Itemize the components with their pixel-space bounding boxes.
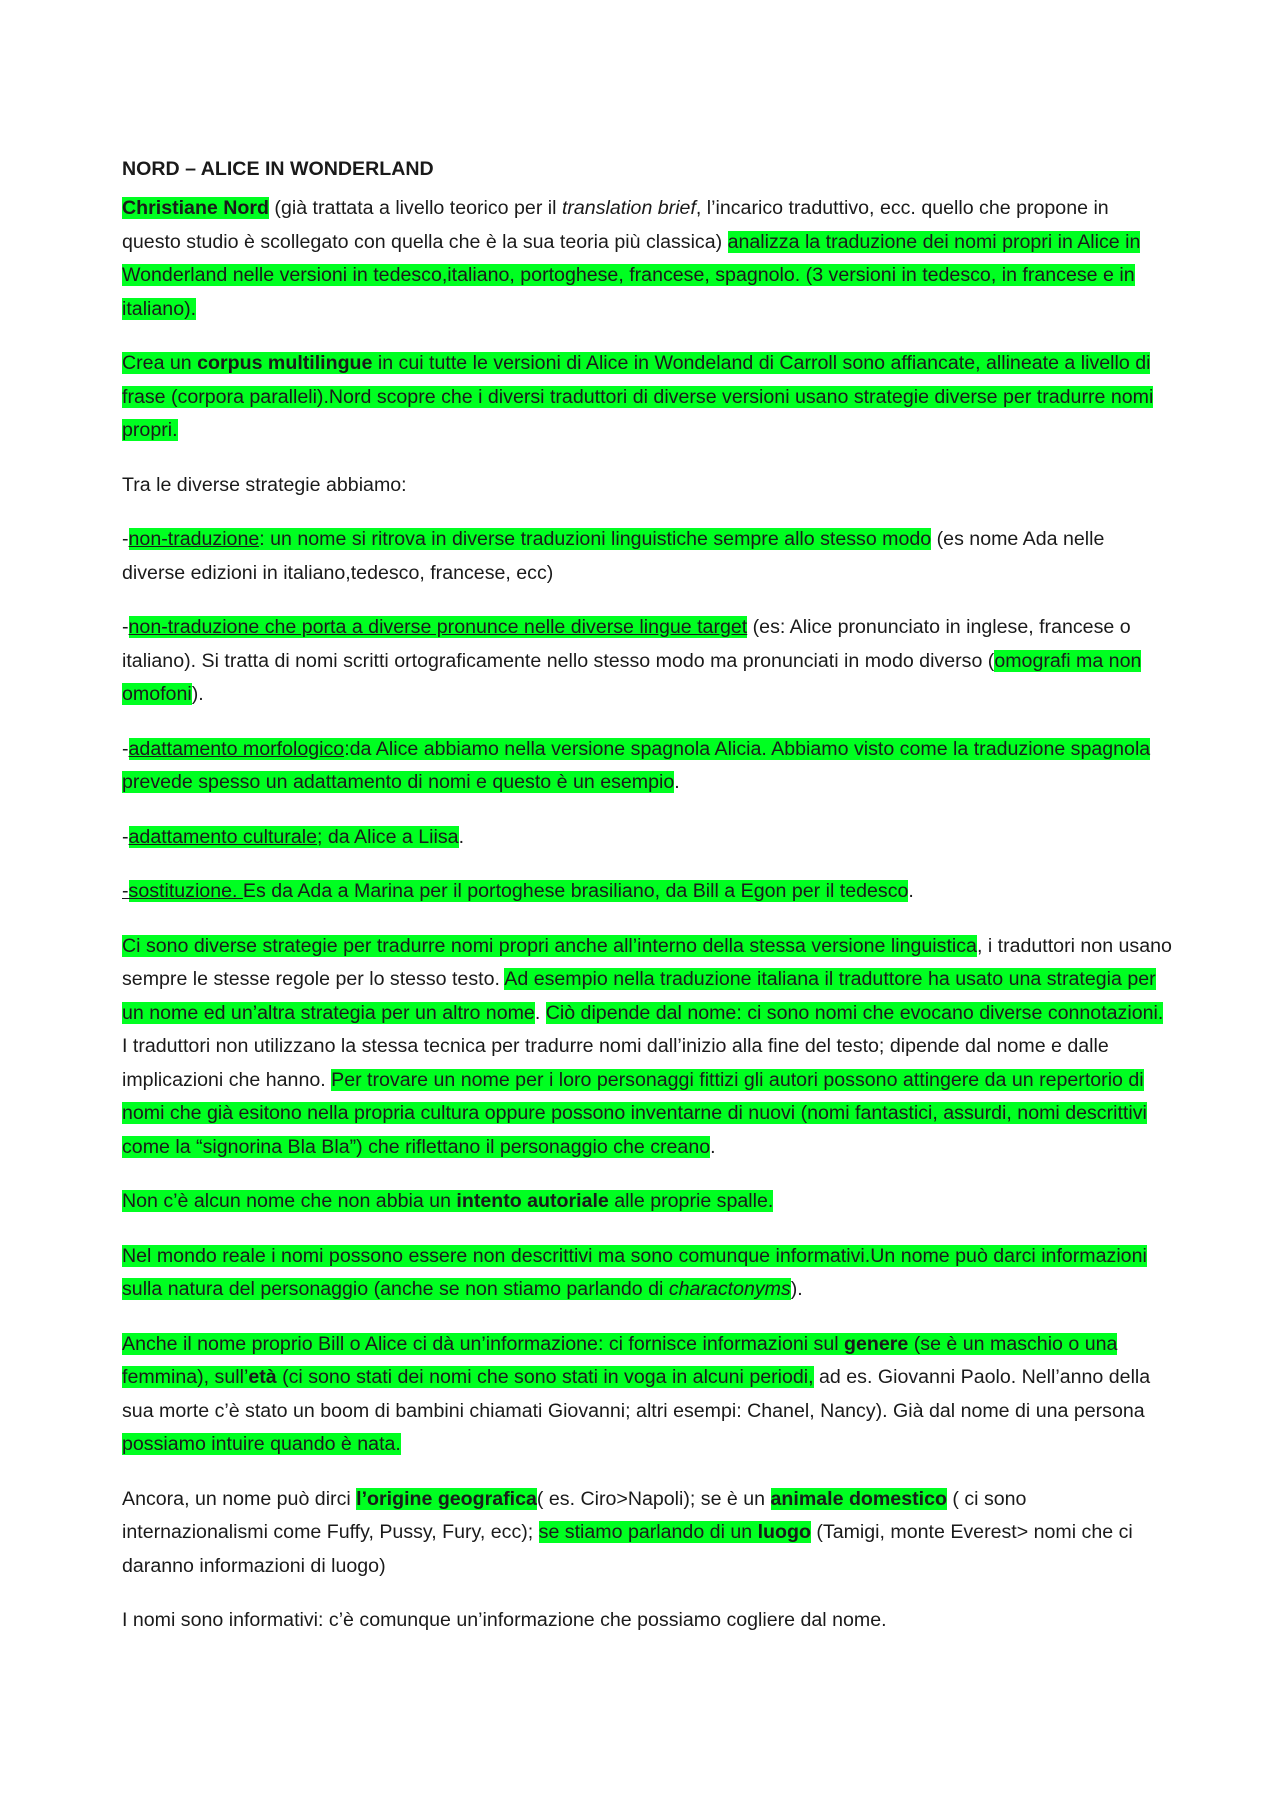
text-run: I traduttori non utilizzano la stessa tecnica per tradurre nomi dall’inizio alla fine del testo; dipende dal nome e dalle implicazioni che hanno. [122, 1035, 1109, 1091]
highlighted-text: genere [844, 1332, 909, 1355]
text-run: - [122, 528, 129, 550]
highlighted-text: :da Alice abbiamo nella versione spagnola Alicia. Abbiamo visto come la traduzione spagnola prevede spesso un adattamento di nomi e questo è un esempio [122, 737, 1151, 793]
text-run: ). [191, 683, 204, 705]
paragraph [122, 611, 1172, 712]
paragraph [122, 469, 1172, 503]
highlighted-text: l’origine geografica [356, 1487, 537, 1510]
paragraph [122, 1185, 1172, 1219]
text-run: - [122, 825, 129, 848]
highlighted-text: (se è un maschio o una femmina), sull’ [122, 1332, 1118, 1388]
text-run: . [458, 825, 465, 848]
text-run: , l’incarico traduttivo, ecc. quello che propone in questo studio è scollegato con quella che è la sua teoria più classica) [122, 197, 1109, 253]
text-run: . [674, 771, 680, 793]
paragraph-list [122, 192, 1172, 1638]
highlighted-text: Christiane Nord [122, 197, 269, 219]
text-run: I nomi sono informativi: c’è comunque un’informazione che possiamo cogliere dal nome. [122, 1609, 887, 1631]
highlighted-text: (ci sono stati dei nomi che sono stati in voga in alcuni periodi, [276, 1366, 814, 1388]
highlighted-text: Anche il nome proprio Bill o Alice ci dà un’informazione: ci fornisce informazioni sul [122, 1332, 845, 1355]
text-run: . [908, 880, 914, 902]
highlighted-text: Ciò dipende dal nome: ci sono nomi che evocano diverse connotazioni. [545, 1001, 1164, 1024]
highlighted-text: luogo [757, 1521, 811, 1543]
document-body [122, 154, 1172, 1659]
text-run: - [122, 616, 129, 638]
paragraph [122, 1328, 1172, 1462]
highlighted-text: Non c’è alcun nome che non abbia un [122, 1190, 457, 1212]
text-run: . [710, 1135, 716, 1158]
highlighted-text: alle proprie spalle. [608, 1190, 774, 1212]
highlighted-text: : un nome si ritrova in diverse traduzioni linguistiche sempre allo stesso modo [259, 528, 932, 550]
paragraph [122, 821, 1172, 855]
text-run: - [122, 880, 129, 902]
text-run: Tra le diverse strategie abbiamo: [122, 473, 407, 496]
text-run: (es: Alice pronunciato in inglese, francese o italiano). Si tratta di nomi scritti ortograficamente nello stesso modo ma pronunciati in modo diverso ( [122, 616, 1131, 672]
paragraph [122, 733, 1172, 800]
highlighted-text: intento autoriale [456, 1190, 609, 1212]
highlighted-text: da Alice a Liisa [322, 825, 459, 848]
highlighted-text: charactonyms [668, 1278, 791, 1300]
highlighted-text: Ci sono diverse strategie per tradurre nomi propri anche all’interno della stessa versione linguistica [122, 934, 977, 957]
text-run: , i traduttori non usano sempre le stesse regole per lo stesso testo. [122, 934, 1172, 990]
paragraph [122, 347, 1172, 448]
highlighted-text: corpus multilingue [197, 352, 373, 374]
paragraph [122, 523, 1172, 590]
text-run: (già trattata a livello teorico per il [268, 197, 562, 219]
text-run: Ancora, un nome può dirci [122, 1487, 357, 1510]
document-title: NORD – ALICE IN WONDERLAND [122, 158, 434, 180]
highlighted-text: Nel mondo reale i nomi possono essere non descrittivi ma sono comunque informativi.Un nome può darci informazioni sulla natura del personaggio (anche se non stiamo parlando di [122, 1244, 1147, 1300]
text-run: . [534, 1001, 546, 1024]
highlighted-text: animale domestico [770, 1487, 947, 1510]
paragraph [122, 1604, 1172, 1638]
highlighted-text: Es da Ada a Marina per il portoghese brasiliano, da Bill a Egon per il tedesco [242, 880, 909, 902]
text-run: (Tamigi, monte Everest> nomi che ci daranno informazioni di luogo) [122, 1521, 1133, 1577]
paragraph [122, 1240, 1172, 1307]
paragraph [122, 875, 1172, 909]
text-run: - [122, 737, 129, 760]
highlighted-text: Per trovare un nome per i loro personaggi fittizi gli autori possono attingere da un repertorio di nomi che già esitono nella propria cultura oppure possono inventarne di nuovi (nomi fantastici, assurdi, nomi descrittivi come la “signorina Bla Bla”) che riflettano il personaggio che creano [122, 1068, 1147, 1158]
highlighted-text: omografi ma non omofoni [122, 649, 1142, 705]
highlighted-text: non-traduzione [128, 528, 260, 550]
highlighted-text: in cui tutte le versioni di Alice in Wondeland di Carroll sono affiancate, allineate a livello di frase (corpora paralleli).Nord scopre che i diversi traduttori di diverse versioni usano strategie diverse per tradurre nomi propri. [122, 352, 1154, 441]
paragraph [122, 192, 1172, 326]
highlighted-text: analizza la traduzione dei nomi propri in Alice in Wonderland nelle versioni in tedesco,italiano, portoghese, francese, spagnolo. (3 versioni in tedesco, in francese e in italiano). [122, 230, 1141, 320]
paragraph [122, 930, 1172, 1165]
text-run: ( es. Ciro>Napoli); se è un [536, 1487, 771, 1510]
highlighted-text: non-traduzione che porta a diverse pronunce nelle diverse lingue target [128, 616, 748, 638]
highlighted-text: sostituzione. [128, 880, 243, 902]
highlighted-text: se stiamo parlando di un [538, 1521, 758, 1543]
text-run: (es nome Ada nelle diverse edizioni in italiano,tedesco, francese, ecc) [122, 528, 1105, 584]
text-run: ad es. Giovanni Paolo. Nell’anno della sua morte c’è stato un boom di bambini chiamati Giovanni; altri esempi: Chanel, Nancy). Già dal nome di una persona [122, 1366, 1151, 1422]
text-run: ( ci sono internazionalismi come Fuffy, Pussy, Fury, ecc); [122, 1487, 1027, 1543]
highlighted-text: possiamo intuire quando è nata. [122, 1433, 401, 1455]
highlighted-text: età [248, 1366, 277, 1388]
highlighted-text: adattamento morfologico [128, 737, 345, 760]
highlighted-text: adattamento culturale; [128, 825, 323, 848]
text-run: ). [790, 1278, 803, 1300]
highlighted-text: Crea un [122, 352, 198, 374]
paragraph [122, 1483, 1172, 1584]
text-run: translation brief [561, 197, 696, 219]
highlighted-text: Ad esempio nella traduzione italiana il traduttore ha usato una strategia per un nome ed un’altra strategia per un altro nome [122, 968, 1156, 1024]
